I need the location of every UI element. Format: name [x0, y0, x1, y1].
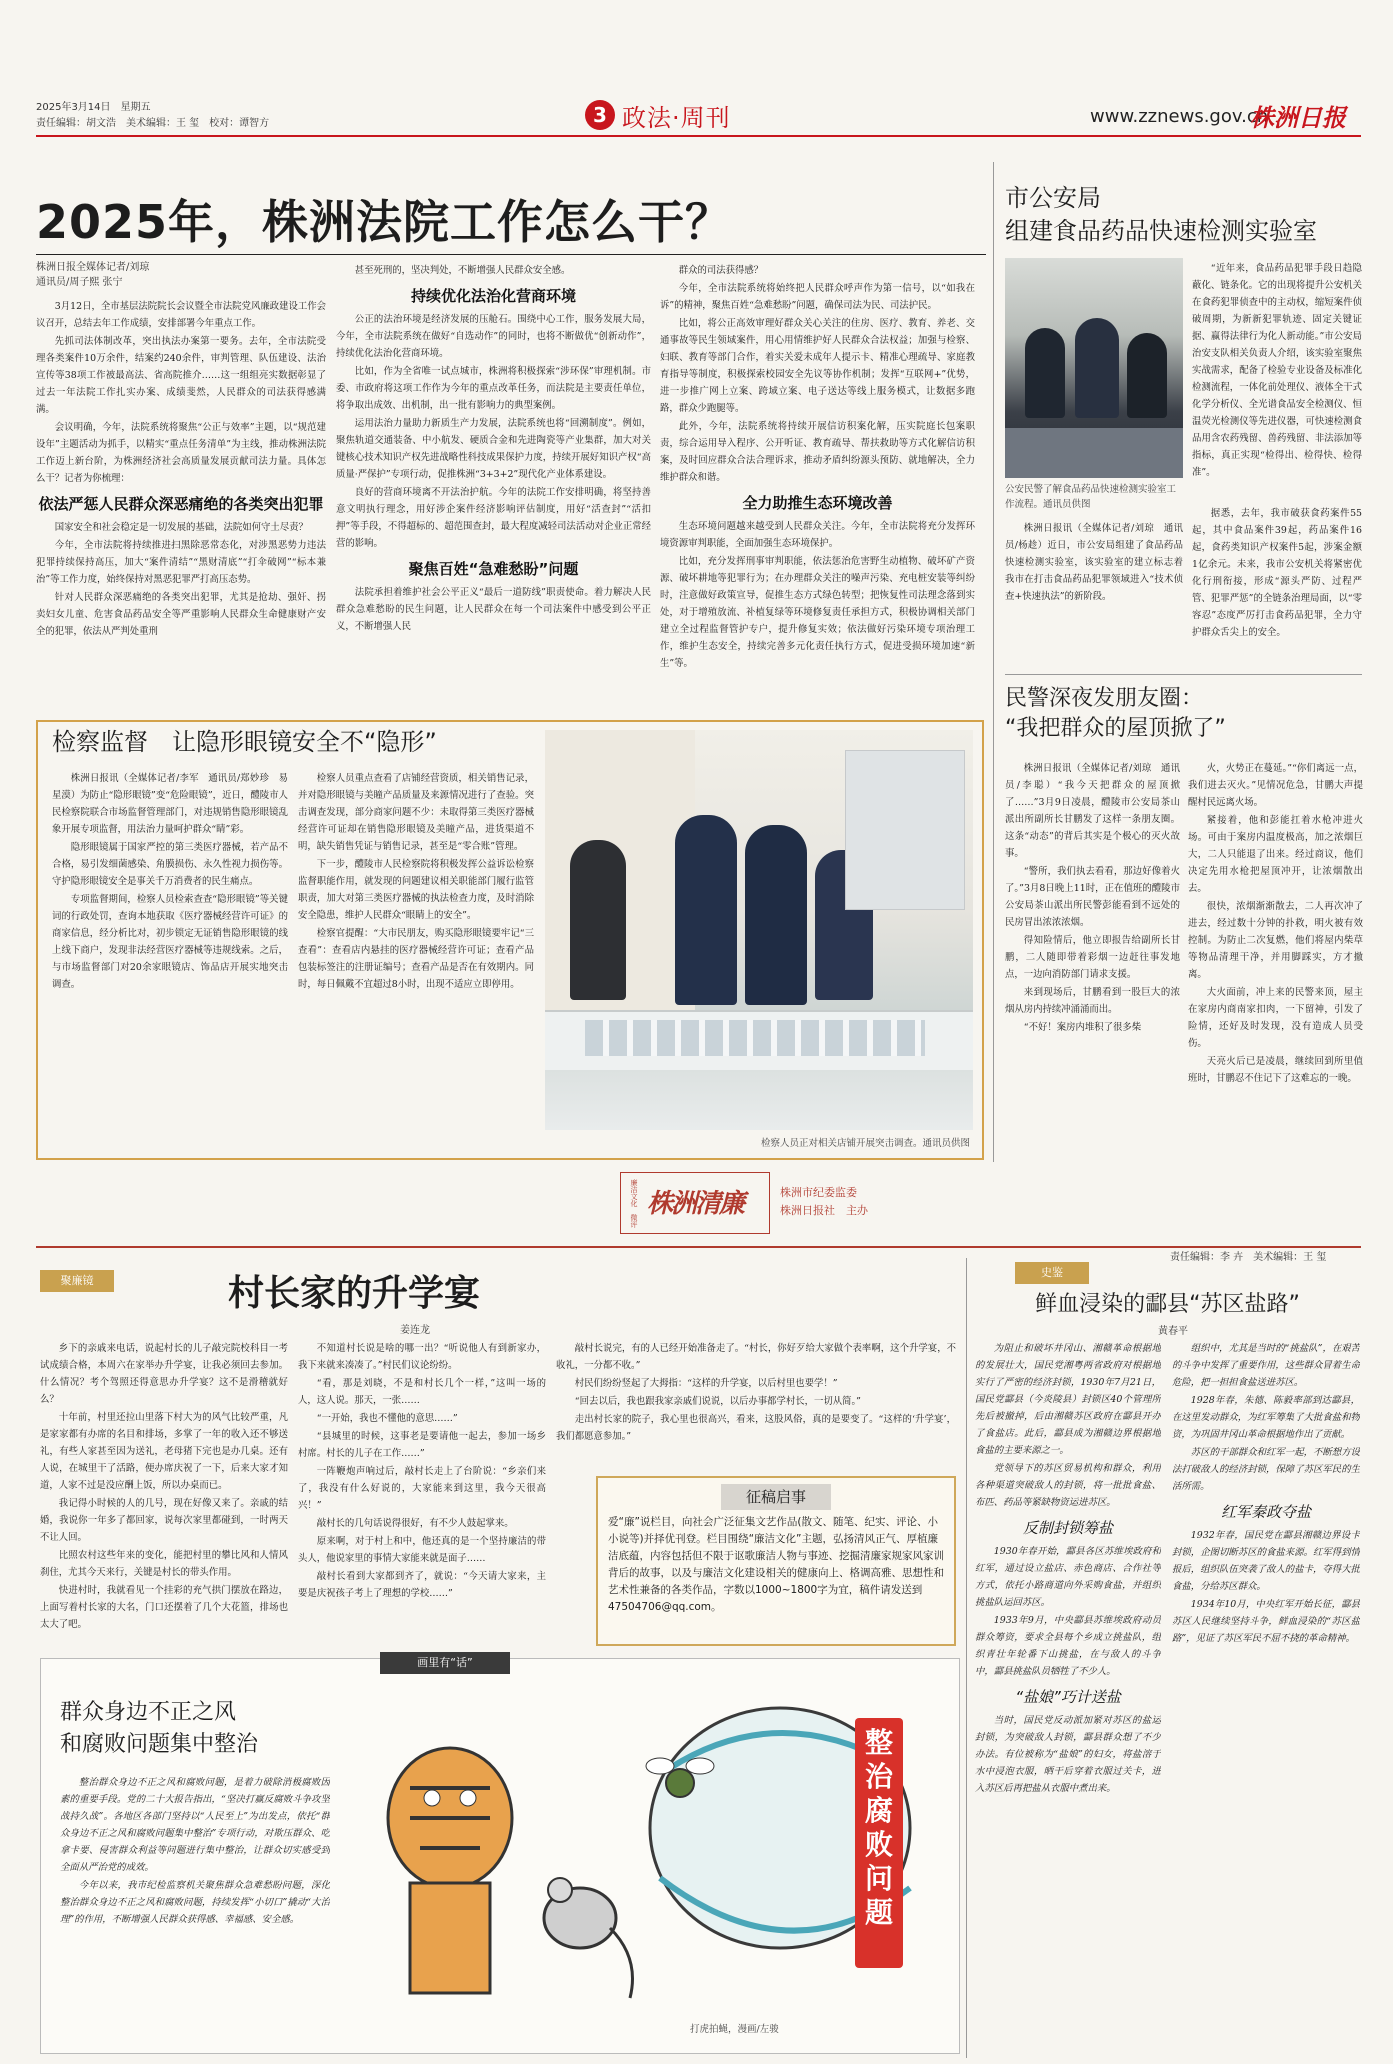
history-tag: 史鉴: [1015, 1262, 1089, 1284]
procuratorate-column-b: [298, 770, 534, 1154]
fire-story-title-1: 民警深夜发朋友圈：: [1005, 686, 1204, 711]
cartoon-banner-text: 整治腐败问题: [864, 1726, 893, 1929]
paragraph: 甚至死刑的，坚决判处，不断增强人民群众安全感。: [354, 265, 571, 276]
police-lab-title-2: 组建食品药品快速检测实验室: [1005, 217, 1317, 245]
paragraph: 一阵鞭炮声响过后，敲村长走上了台阶说：“乡亲们来了，我没有什么好说的，大家能来到这里，我今天很高兴！”: [298, 1466, 546, 1511]
paragraph: 得知险情后，他立即报告给副所长甘鹏，二人随即带着彩烟一边赶往事发地点，一边向消防部门请求支援。: [1005, 935, 1180, 980]
cartoon-text: [60, 1774, 330, 2044]
paragraph: “县城里的时候，这事老是要请他一起去，参加一场乡村席。村长的儿子在工作……”: [298, 1431, 546, 1459]
lead-subheading-ecology: 全力助推生态环境改善: [742, 494, 893, 512]
story-author: 姜连龙: [400, 1325, 430, 1336]
paragraph: “回去以后，我也跟我家亲戚们说说，以后办事都学村长，一切从简。”: [574, 1396, 861, 1407]
procuratorate-caption: 检察人员正对相关店铺开展突击调查。通讯员供图: [760, 1138, 970, 1149]
issue-date: 2025年3月14日 星期五: [36, 102, 151, 113]
rat-figure: [544, 1878, 633, 1998]
qinglian-side-text: 廉洁文化 微评: [630, 1178, 638, 1228]
paragraph: 3月12日，全市基层法院院长会议暨全市法院党风廉政建设工作会议召开，总结去年工作成绩，安排部署今年重点工作。: [36, 301, 326, 329]
cartoon-credit: 打虎拍蝇，漫画/左骏: [690, 2024, 779, 2035]
paragraph: 火，火势正在蔓延。”“你们离远一点，我们进去灭火。”见情况危急，甘鹏大声提醒村民远离火场。: [1188, 763, 1363, 808]
organizer-1: 株洲市纪委监委: [780, 1186, 857, 1199]
newspaper-logo: 株洲日报: [1250, 103, 1346, 132]
paragraph: 1928年春，朱德、陈毅率部到达酃县，在这里发动群众，为红军筹集了大批食盐和物资，为巩固井冈山革命根据地作出了贡献。: [1172, 1395, 1360, 1440]
paragraph: 党领导下的苏区贸易机构和群众，利用各种渠道突破敌人的封锁，将一批批食盐、布匹、药品等紧缺物资运进苏区。: [975, 1463, 1161, 1508]
cartoon-title-1: 群众身边不正之风: [60, 1700, 237, 1725]
paragraph: 株洲日报讯（全媒体记者/李军 通讯员/郑妙珍 易星漠）为防止“隐形眼镜”变“危险眼镜”，近日，醴陵市人民检察院联合市场监督管理部门，对违规销售隐形眼镜乱象开展专项监督，用法治力量呵护群众“睛”彩。: [52, 773, 288, 835]
lead-column-2: [336, 262, 651, 710]
paragraph: 比照农村这些年来的变化，能把村里的攀比风和人情风刹住，尤其今天来行，关键是村长的带头作用。: [40, 1550, 288, 1578]
police-lab-caption: 公安民警了解食品药品快速检测实验室工作流程。通讯员供图: [1005, 484, 1177, 510]
police-lab-column-b1: [1005, 520, 1183, 668]
paragraph: “近年来，食品药品犯罪手段日趋隐蔽化、链条化。它的出现将提升公安机关在食药犯罪侦查中的主动权，缩短案件侦破周期，为新新犯罪轨迹、固定关键证据、赢得法律行为化人新动能。”市公安局治安支队相关负责人介绍，该实验室聚焦实战需求，配备了检验专业设备及标准化检测流程，一体化前处理仪、液体全干式化学分析仪、全光谱食品安全检测仪、恒温荧光检测仪等先进仪器，可快速检测食品用含农药残留、兽药残留、非法添加等指标，真正实现“检得出、检得快、检得准”。: [1192, 263, 1362, 478]
paragraph: 株洲日报讯（全媒体记者/刘琼 通讯员/杨趁）近日，市公安局组建了食品药品快速检测实验室，该实验室的建立标志着我市在打击食品药品犯罪领域进入“技术侦查+快速执法”的新阶段。: [1005, 523, 1183, 602]
paragraph: 国家安全和社会稳定是一切发展的基础，法院如何守土尽责？: [54, 522, 308, 533]
paragraph: “警所，我们执去看看，那边好像着火了。”3月8日晚上11时，正在值班的醴陵市公安局茶山派出所民警彭能看到不远处的民房冒出浓浓浓烟。: [1005, 866, 1180, 928]
police-lab-photo: [1005, 258, 1183, 478]
paragraph: 为阻止和破坏井冈山、湘赣革命根据地的发展壮大，国民党湘粤两省政府对根据地实行了严密的经济封锁，1930年7月21日，国民党酃县（今炎陵县）封锁区40个管理所先后被撤掉，后由湘赣苏区政府在酃县开办了食盐店。此后，酃县成为湘赣边界根据地食盐的主要来源之一。: [975, 1343, 1161, 1456]
paragraph: 隐形眼镜属于国家严控的第三类医疗器械，若产品不合格，易引发细菌感染、角膜损伤、永久性视力损伤等。守护隐形眼镜安全是事关千万消费者的民生痛点。: [52, 842, 288, 887]
paragraph: 公正的法治环境是经济发展的压舱石。围绕中心工作，服务发展大局，今年，全市法院系统在做好“自选动作”的同时，也将不断做优“创新动作”，持续优化法治化营商环境。: [336, 314, 651, 359]
paragraph: 我记得小时候的人的几号，现在好像又来了。亲戚的结婚，我说你一年多了都回家，说每次家里都碰到，一时两天不让人回。: [40, 1498, 288, 1543]
lead-byline-2: 通讯员/周子熙 张宁: [36, 277, 123, 288]
paragraph: 今年，全市法院将持续推进扫黑除恶常态化，对涉黑恶势力违法犯罪持续保持高压，加大“案件清结”“黑财清底”“打伞破网”“标本兼治”等工作力度，始终保持对黑恶犯罪严打高压态势。: [36, 540, 326, 585]
paragraph: 紧接着，他和彭能扛着水枪冲进火场。可由于案房内温度极高，加之浓烟巨大，二人只能退了出来。经过商议，他们决定先用水枪把屋顶冲开，让浓烟散出去。: [1188, 815, 1363, 894]
lead-subheading-people: 聚焦百姓“急难愁盼”问题: [408, 560, 579, 578]
paragraph: 先抓司法体制改革，突出执法办案第一要务。去年，全市法院受理各类案件10万余件，结案约240余件，审判管理、队伍建设、法治宣传等38项工作被最高法、省高院推介……这一组组亮实数据彰显了过去一年法院工作扎实办案、成绩斐然，人民群众的司法获得感满满。: [36, 336, 326, 415]
lianjie-editors: 责任编辑：李 卉 美术编辑：王 玺: [1170, 1252, 1327, 1263]
history-title: 鲜血浸染的酃县“苏区盐路”: [1035, 1292, 1300, 1317]
story-column-2: [298, 1340, 546, 1640]
paragraph: 来到现场后，甘鹏看到一股巨大的浓烟从房内持续冲涌涌而出。: [1005, 987, 1180, 1015]
history-subheading-3: 红军秦政夺盐: [1220, 1503, 1311, 1521]
police-lab-title-1: 市公安局: [1005, 184, 1101, 212]
paragraph: 比如，充分发挥刑事审判职能，依法惩治危害野生动植物、破坏矿产资源、破坏耕地等犯罪行为；在办理群众关注的噪声污染、充电桩安装等纠纷时，注意做好政策宣导，促推生态方式绿色转型；把恢复性司法理念落到实处，对于增殖放流、补植复绿等环境修复责任承担方式，积极协调相关部门建立全过程监督管护专户，提升修复实效；依法做好污染环境专项治理工作，维护生态安全，持续完善多元化责任执行方式，促进受损环境加速“新生”等。: [660, 556, 975, 669]
organizer-2: 株洲日报社 主办: [780, 1204, 868, 1217]
lead-column-3: [660, 262, 975, 710]
paragraph: 下一步，醴陵市人民检察院将积极发挥公益诉讼检察监督职能作用，就发现的问题建议相关职能部门履行监管职责，加大对第三类医疗器械的执法检查力度，及时消除安全隐患，维护人民群众“眼睛上的安全”。: [298, 859, 534, 921]
paragraph: 苏区的干部群众和红军一起，不断想方设法打破敌人的经济封锁，保障了苏区军民的生活所需。: [1172, 1447, 1360, 1492]
paragraph: 运用法治力量助力新质生产力发展，法院系统也将“回溯制度”。例如，聚焦轨道交通装备、中小航发、硬质合金和先进陶瓷等产业集群，加大对关键核心技术知识产权先进战略性科技成果保护力度，持续开展好知识产权“高质量·严保护”专项行动，促推株洲“3+3+2”现代化产业体系建设。: [336, 418, 651, 480]
paragraph: 检察人员重点查看了店铺经营资质，相关销售记录，并对隐形眼镜与美瞳产品质量及来源情况进行了查验。突击调查发现，部分商家问题不少：未取得第三类医疗器械经营许可证却在销售隐形眼镜及美瞳产品，进货渠道不明，缺失销售凭证与销售记录，甚至是“零合账”管理。: [298, 773, 534, 852]
paragraph: 此外，今年，法院系统将持续开展信访积案化解，压实院庭长包案职责，综合运用导入程序、公开听证、教育疏导、帮扶救助等方式化解信访积案，及时回应群众合法合理诉求，推动矛盾纠纷源头预防、就地解决，全力维护群众和谐。: [660, 421, 975, 483]
story-column-3: [556, 1340, 956, 1470]
history-subheading-1: 反制封锁筹盐: [1022, 1519, 1113, 1537]
notice-box: [596, 1476, 956, 1646]
paragraph: 不知道村长说是啥的哪一出？“听说他人有到新家办，我下来就来凑凑了。”村民们议论纷纷。: [298, 1343, 546, 1371]
paragraph: 针对人民群众深恶痛绝的各类突出犯罪，尤其是抢劫、强奸、拐卖妇女儿童、危害食品药品安全等严重影响人民群众生命健康财产安全的犯罪，依法从严判处重刑: [36, 592, 326, 637]
history-subheading-2: “盐娘”巧计送盐: [1015, 1688, 1121, 1706]
paragraph: 乡下的亲戚来电话，说起村长的儿子敲完院校科目一考试成绩合格，本周六在家举办升学宴，让我必须回去参加。什么情况？考个驾照还得意思办升学宴？这不是滑稽就好么？: [40, 1343, 288, 1405]
paragraph: 当时，国民党反动派加紧对苏区的盐运封锁，为突破敌人封锁，酃县群众想了不少办法。有位被称为“盐娘”的妇女，将盐溶于水中浸泡衣服，晒干后穿着衣服过关卡，进入苏区后再把盐从衣服中煮出来。: [975, 1715, 1161, 1794]
paragraph: 1930年春开始，酃县各区苏维埃政府和红军，通过设立盐店、赤色商店、合作社等方式，依托小路商道向外采购食盐，并组织挑盐队运回苏区。: [975, 1546, 1161, 1608]
paragraph: 据悉，去年，我市破获食药案件55起，其中食品案件39起，药品案件16起，食药类知识产权案件5起，涉案金额1亿余元。未来，我市公安机关将紧密优化行刑衔接，形成“源头严防、过程严管、犯罪严惩”的全链条治理局面，以“零容忍”态度严厉打击食药品犯罪，全力守护群众舌尖上的安全。: [1192, 508, 1362, 638]
paragraph: 良好的营商环境离不开法治护航。今年的法院工作安排明确，将坚持善意文明执行理念，用好涉企案件经济影响评估制度，用好“活查封”“活扣押”等手段，不得超标的、超范围查封，最大程度减轻司法活动对企业正常经营的影响。: [336, 487, 651, 549]
history-author: 黄春平: [1158, 1326, 1188, 1337]
paragraph: 今年以来，我市纪检监察机关聚焦群众急难愁盼问题，深化整治群众身边不正之风和腐败问题，持续发挥“小切口”撬动“大治理”的作用，不断增强人民群众获得感、幸福感、安全感。: [60, 1880, 330, 1925]
fire-story-title-2: “我把群众的屋顶掀了”: [1005, 716, 1226, 741]
paragraph: 很快，浓烟渐渐散去，二人再次冲了进去，经过数十分钟的扑救，明火被有效控制。为防止二次复燃，他们将屋内柴草等物品清理干净，并用脚踩实，方才撤离。: [1188, 901, 1363, 980]
fire-story-column-a: [1005, 760, 1180, 1158]
qinglian-emblem: [620, 1172, 770, 1234]
fire-story-column-b: [1188, 760, 1363, 1158]
lead-headline: 2025年，株洲法院工作怎么干？: [36, 195, 733, 249]
paragraph: 大火面前，冲上来的民警来顶，屋主在家房内商南家扣肉，一下留神，引发了险情，还好及时发现，没有造成人员受伤。: [1188, 987, 1363, 1049]
qinglian-logo: 株洲清廉: [647, 1189, 744, 1219]
history-column-1: [975, 1340, 1161, 2052]
paragraph: 检察官提醒：“大市民朋友，购买隐形眼镜要牢记“三查看”：查看店内悬挂的医疗器械经营许可证；查看产品包装标签注的注册证编号；查看产品是否在有效期内。同时，每日佩戴不宜超过8小时，出现不适应立即停用。: [298, 928, 534, 990]
story-tag: 聚廉镜: [40, 1270, 114, 1292]
section-title: 政法·周刊: [622, 104, 731, 132]
paragraph: 天亮火后已是凌晨，继续回到所里值班时，甘鹏忍不住记下了这难忘的一晚。: [1188, 1056, 1363, 1084]
paragraph: 群众的司法获得感？: [678, 265, 764, 276]
tiger-figure: [388, 1748, 512, 1993]
notice-title: 征稿启事: [721, 1484, 831, 1510]
paragraph: 法院承担着维护社会公平正义“最后一道防线”职责使命。着力解决人民群众急难愁盼的民生问题，让人民群众在每一个司法案件中感受到公平正义，不断增强人民: [336, 587, 651, 632]
procuratorate-title: 检察监督 让隐形眼镜安全不“隐形”: [52, 728, 437, 756]
paragraph: “不好！案房内堆积了很多柴: [1023, 1022, 1142, 1033]
paragraph: 今年，全市法院系统将始终把人民群众呼声作为第一信号，以“如我在诉”的精神，聚焦百姓“急难愁盼”问题，确保司法为民、司法护民。: [660, 283, 975, 311]
paragraph: “看，那是刘晓，不是和村长几个一样，”这叫一场的人，这人说。那天，一张……: [298, 1378, 546, 1406]
procuratorate-photo: [545, 730, 973, 1130]
paragraph: 敲村长的几句话说得很好，有不少人鼓起掌来。: [316, 1518, 514, 1529]
police-lab-column-b2: [1192, 505, 1362, 665]
procuratorate-column-a: [52, 770, 288, 1154]
history-column-2: [1172, 1340, 1360, 2052]
paragraph: 快进村时，我就看见一个挂彩的充气拱门摆放在路边，上面写着村长家的大名，门口还摆着了几个大花篮，排场也太大了吧。: [40, 1585, 288, 1630]
page-editors: 责任编辑：胡文浩 美术编辑：王 玺 校对：谭智方: [36, 118, 270, 129]
paragraph: 1932年春，国民党在酃县湘赣边界设卡封锁，企图切断苏区的食盐来源。红军得到情报后，组织队伍突袭了敌人的盐卡，夺得大批食盐，分给苏区群众。: [1172, 1530, 1360, 1592]
paragraph: 原来啊，对于村上和中，他还真的是一个坚持廉洁的带头人，他说家里的事情大家能来就是面子……: [298, 1536, 546, 1564]
lead-subheading-business: 持续优化法治化营商环境: [410, 287, 576, 305]
story-title: 村长家的升学宴: [228, 1273, 481, 1314]
paragraph: 比如，将公正高效审理好群众关心关注的住房、医疗、教育、养老、交通事故等民生领域案件，用心用情维护好人民群众合法权益；加强与检察、妇联、教育等部门合作，着实关爱未成年人提示卡、精准心理疏导、家庭教育指导等制度，积极探索校园安全先议等协作机制；发挥“互联网+”优势，进一步推广网上立案、跨域立案、电子送达等线上服务模式，让数据多跑路，群众少跑腿等。: [660, 318, 975, 414]
paragraph: 十年前，村里还拉山里落下村大为的风气比较严重，凡是家家都有办席的名目和排场，多掌了一年的收入还不够送礼，有些人家甚至因为送礼，老母猪下完也是办几桌。还有人说，在城里干了活路，便办席庆祝了一下，后来大家才知道，人家不过是没应酬上饭，所以办桌而已。: [40, 1412, 288, 1491]
paragraph: 村民们纷纷竖起了大拇指：“这样的升学宴，以后村里也要学！”: [574, 1378, 838, 1389]
page-number-badge: 3: [585, 100, 615, 130]
paragraph: 比如，作为全省唯一试点城市，株洲将积极探索“涉环保”审理机制。市委、市政府将这项工作作为今年的重点改革任务，而法院是主要责任单位，将争取出成效、出机制，出一批有影响力的典型案例。: [336, 366, 651, 411]
lead-subheading-crime: 依法严惩人民群众深恶痛绝的各类突出犯罪: [38, 495, 324, 513]
paragraph: 整治群众身边不正之风和腐败问题，是着力破除消极腐败因素的重要手段。党的二十大报告指出，“坚决打赢反腐败斗争攻坚战持久战”。各地区各部门坚持以“人民至上”为出发点，依托“群众身边不正之风和腐败问题集中整治”专项行动，对欺压群众、吃拿卡要、侵害群众利益等问题进行集中整治，让群众切实感受到全面从严治党的成效。: [60, 1777, 330, 1873]
paragraph: 株洲日报讯（全媒体记者/刘琼 通讯员/李聪）“我今天把群众的屋顶掀了……”3月9日凌晨，醴陵市公安局茶山派出所副所长甘鹏发了这样一条朋友圈。这条“动态”的背后其实是个极心的灭火故事。: [1005, 763, 1180, 859]
paragraph: 会议明确，今年，法院系统将聚焦“公正与效率”主题，以“规范建设年”主题活动为抓手，以精实“重点任务清单”为主线，推动株洲法院工作迈上新台阶，为株洲经济社会高质量发展贡献司法力量。具体怎么干？记者为你梳理：: [36, 422, 326, 484]
cartoon-title-2: 和腐败问题集中整治: [60, 1732, 259, 1757]
site-url[interactable]: www.zznews.gov.cn: [1090, 106, 1269, 127]
paragraph: 敲村长说完，有的人已经开始准备走了。“村长，你好歹给大家做个表率啊，这个升学宴，不收礼，一分都不收。”: [556, 1343, 956, 1371]
story-column-1: [40, 1340, 288, 1640]
police-lab-column-a: [1192, 260, 1362, 500]
notice-body: 爱“廉”说栏目，向社会广泛征集文艺作品(散文、随笔、纪实、评论、小小说等)并择优刊登。栏目围绕“廉洁文化”主题，弘扬清风正气、厚植廉洁底蕴，内容包括但不限于讴歌廉洁人物与事迹、挖掘清廉家规家风家训背后的故事，以及与廉洁文化建设相关的健康向上、格调高雅、思想性和艺术性兼备的各类作品，字数以1000~1800字为宜，稿件请发送到47504706@qq.com。: [608, 1516, 944, 1613]
paragraph: 1934年10月，中央红军开始长征，酃县苏区人民继续坚持斗争，鲜血浸染的“苏区盐路”，见证了苏区军民不屈不挠的革命精神。: [1172, 1599, 1360, 1644]
paragraph: 1933年9月，中央酃县苏维埃政府动员群众筹资，要求全县每个乡成立挑盐队，组织青壮年轮番下山挑盐，在与敌人的斗争中，酃县挑盐队员牺牲了不少人。: [975, 1615, 1161, 1677]
paragraph: 敲村长看到大家都到齐了，就说：“今天请大家来，主要是庆祝孩子考上了理想的学校……”: [298, 1571, 546, 1599]
cartoon-tag: 画里有“话”: [380, 1652, 510, 1674]
lead-byline-1: 株洲日报全媒体记者/刘琼: [36, 262, 150, 273]
paragraph: “一开始，我也不懂他的意思……”: [316, 1413, 458, 1424]
paragraph: 生态环境问题越来越受到人民群众关注。今年，全市法院将充分发挥环境资源审判职能，全面加强生态环境保护。: [660, 521, 975, 549]
paragraph: 组织中，尤其是当时的“挑盐队”，在艰苦的斗争中发挥了重要作用，这些群众冒着生命危险，把一担担食盐送进苏区。: [1172, 1343, 1360, 1388]
lead-column-1: [36, 298, 326, 710]
paragraph: 走出村长家的院子，我心里也很高兴，看来，这股风俗，真的是要变了。“这样的‘升学宴’，我们都愿意参加。”: [556, 1414, 956, 1442]
paragraph: 专项监督期间，检察人员检索查查“隐形眼镜”等关键词的行政处罚，查询本地获取《医疗器械经营许可证》的商家信息，经分析比对，初步锁定无证销售隐形眼镜的线上线下商户，发现非法经营医疗器械等违规线索。之后，与市场监督部门对20余家眼镜店、饰品店开展实地突击调查。: [52, 894, 288, 990]
